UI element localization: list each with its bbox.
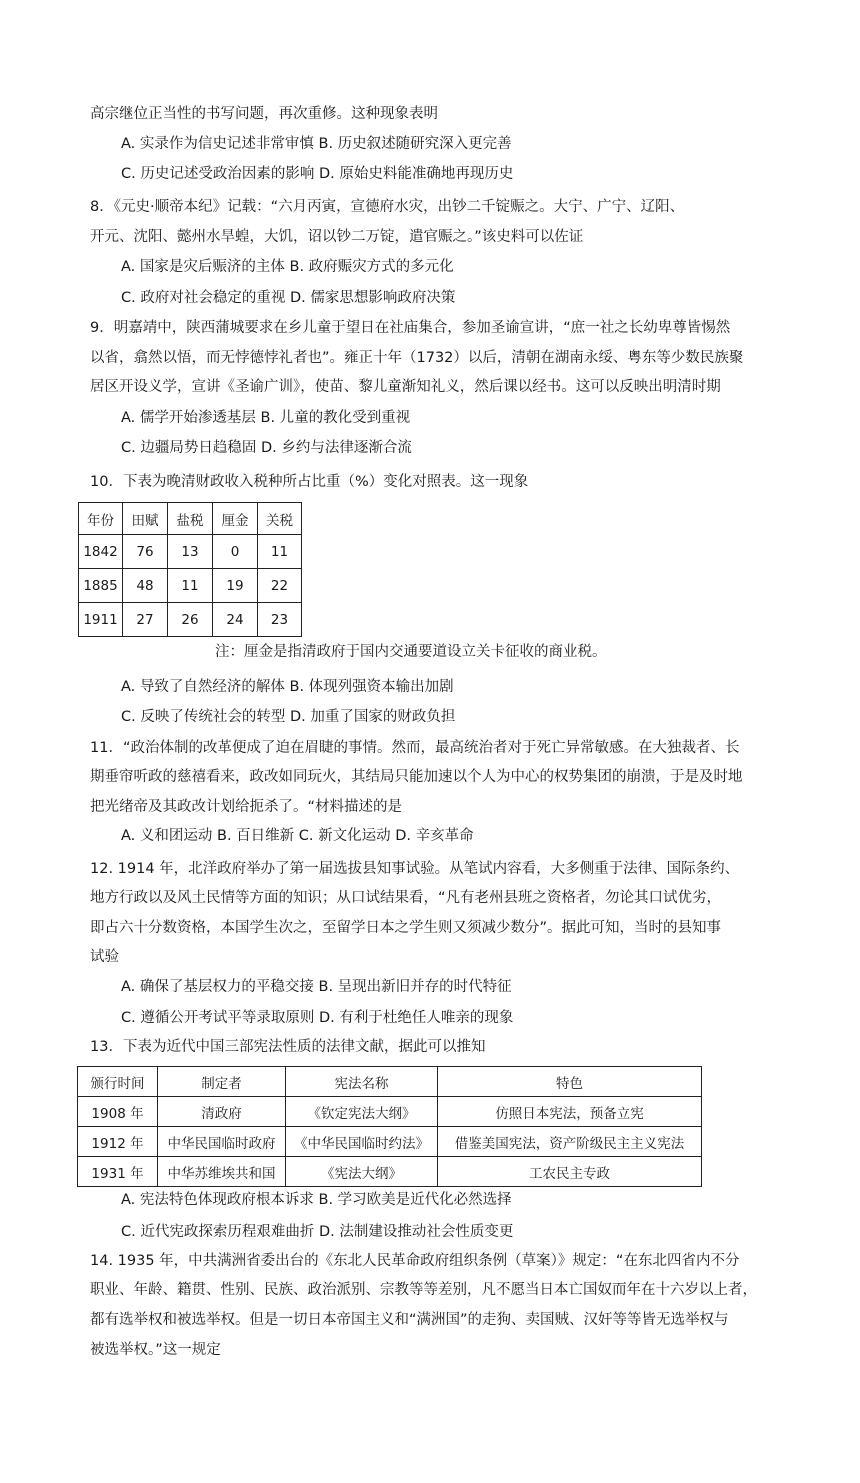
q7-stem-continuation: 高宗继位正当性的书写问题，再次重修。这种现象表明 bbox=[90, 106, 438, 122]
table-cell: 《钦定宪法大纲》 bbox=[286, 1097, 438, 1127]
q13-stem: 13．下表为近代中国三部宪法性质的法律文献，据此可以推知 bbox=[90, 1039, 486, 1055]
table-cell: 1912 年 bbox=[78, 1127, 158, 1157]
q12-options-ab: A. 确保了基层权力的平稳交接 B. 呈现出新旧并存的时代特征 bbox=[121, 979, 512, 995]
table-cell: 1931 年 bbox=[78, 1157, 158, 1187]
table-cell: 24 bbox=[213, 603, 258, 637]
q14-stem-line3: 都有选举权和被选举权。但是一切日本帝国主义和“满洲国”的走狗、卖国贼、汉奸等等皆无选举权与 bbox=[90, 1312, 729, 1328]
q13-options-cd: C. 近代宪政探索历程艰难曲折 D. 法制建设推动社会性质变更 bbox=[121, 1224, 514, 1240]
q14-stem-line2: 职业、年龄、籍贯、性别、民族、政治派别、宗教等等差别，凡不愿当日本亡国奴而年在十六岁以上者， bbox=[90, 1282, 757, 1298]
q12-stem-line2: 地方行政以及风土民情等方面的知识；从口试结果看，“凡有老州县班之资格者，勿论其口试优劣， bbox=[90, 890, 722, 906]
table-cell: 仿照日本宪法，预备立宪 bbox=[438, 1097, 702, 1127]
q14-stem-line4: 被选举权。”这一规定 bbox=[90, 1342, 221, 1358]
q9-stem-line2: 以省，翕然以悟，而无悖德悖礼者也”。雍正十年（1732）以后，清朝在湖南永绥、粤东等少数民族聚 bbox=[90, 350, 744, 366]
table-header-cell: 年份 bbox=[79, 503, 123, 535]
q8-options-cd: C. 政府对社会稳定的重视 D. 儒家思想影响政府决策 bbox=[121, 290, 456, 306]
q13-constitution-table bbox=[77, 1066, 702, 1187]
table-cell: 26 bbox=[168, 603, 213, 637]
table-cell: 中华苏维埃共和国 bbox=[158, 1157, 286, 1187]
q12-stem-line4: 试验 bbox=[90, 949, 119, 965]
q9-stem-line1: 9．明嘉靖中，陕西蒲城要求在乡儿童于望日在社庙集合，参加圣谕宣讲，“庶一社之长幼卑尊皆惕然 bbox=[90, 320, 731, 336]
table-cell: 0 bbox=[213, 535, 258, 569]
q7-options-cd: C. 历史记述受政治因素的影响 D. 原始史料能准确地再现历史 bbox=[121, 166, 514, 182]
table-row bbox=[78, 1157, 702, 1187]
q9-options-cd: C. 边疆局势日趋稳固 D. 乡约与法律逐渐合流 bbox=[121, 440, 412, 456]
table-row bbox=[78, 1097, 702, 1127]
table-cell: 借鉴美国宪法，资产阶级民主主义宪法 bbox=[438, 1127, 702, 1157]
q11-options: A. 义和团运动 B. 百日维新 C. 新文化运动 D. 辛亥革命 bbox=[121, 828, 474, 844]
q13-options-ab: A. 宪法特色体现政府根本诉求 B. 学习欧美是近代化必然选择 bbox=[121, 1192, 512, 1208]
q10-table-note: 注：厘金是指清政府于国内交通要道设立关卡征收的商业税。 bbox=[215, 644, 607, 660]
table-cell: 11 bbox=[168, 569, 213, 603]
table-cell: 1885 bbox=[79, 569, 123, 603]
table-header-cell: 盐税 bbox=[168, 503, 213, 535]
table-cell: 19 bbox=[213, 569, 258, 603]
table-header-cell: 宪法名称 bbox=[286, 1067, 438, 1097]
q12-options-cd: C. 遵循公开考试平等录取原则 D. 有利于杜绝任人唯亲的现象 bbox=[121, 1010, 514, 1026]
table-header-cell: 田赋 bbox=[123, 503, 168, 535]
table-cell: 13 bbox=[168, 535, 213, 569]
table-cell: 1911 bbox=[79, 603, 123, 637]
q8-options-ab: A. 国家是灾后赈济的主体 B. 政府赈灾方式的多元化 bbox=[121, 259, 454, 275]
table-cell: 23 bbox=[258, 603, 302, 637]
table-row bbox=[79, 535, 302, 569]
table-header-cell: 厘金 bbox=[213, 503, 258, 535]
q11-stem-line2: 期垂帘听政的慈禧看来，政改如同玩火，其结局只能加速以个人为中心的权势集团的崩溃，于是及时地 bbox=[90, 769, 743, 785]
table-row bbox=[78, 1127, 702, 1157]
table-cell: 《中华民国临时约法》 bbox=[286, 1127, 438, 1157]
q8-stem-line1: 8．《元史·顺帝本纪》记载：“六月丙寅，宣德府水灾，出钞二千锭赈之。大宁、广宁、辽阳、 bbox=[90, 199, 685, 215]
q9-stem-line3: 居区开设义学，宣讲《圣谕广训》，使苗、黎儿童渐知礼义，然后课以经书。这可以反映出明清时期 bbox=[90, 379, 721, 395]
table-header-cell: 制定者 bbox=[158, 1067, 286, 1097]
table-header-cell: 特色 bbox=[438, 1067, 702, 1097]
q9-options-ab: A. 儒学开始渗透基层 B. 儿童的教化受到重视 bbox=[121, 410, 411, 426]
q10-stem: 10．下表为晚清财政收入税种所占比重（%）变化对照表。这一现象 bbox=[90, 474, 529, 490]
table-cell: 11 bbox=[258, 535, 302, 569]
table-cell: 清政府 bbox=[158, 1097, 286, 1127]
q8-stem-line2: 开元、沈阳、懿州水旱蝗，大饥，诏以钞二万锭，遣官赈之。”该史料可以佐证 bbox=[90, 229, 584, 245]
table-header-row bbox=[78, 1067, 702, 1097]
table-header-cell: 关税 bbox=[258, 503, 302, 535]
table-header-row bbox=[79, 503, 302, 535]
table-cell: 《宪法大纲》 bbox=[286, 1157, 438, 1187]
q14-stem-line1: 14. 1935 年，中共满洲省委出台的《东北人民革命政府组织条例（草案）》规定：“在东北四省内不分 bbox=[90, 1253, 740, 1269]
q11-stem-line3: 把光绪帝及其政改计划给扼杀了。“材料描述的是 bbox=[90, 799, 403, 815]
q11-stem-line1: 11．“政治体制的改革便成了迫在眉睫的事情。然而，最高统治者对于死亡异常敏感。在大独裁者、长 bbox=[90, 740, 740, 756]
table-cell: 27 bbox=[123, 603, 168, 637]
q10-options-ab: A. 导致了自然经济的解体 B. 体现列强资本输出加剧 bbox=[121, 679, 454, 695]
table-header-cell: 颁行时间 bbox=[78, 1067, 158, 1097]
table-cell: 48 bbox=[123, 569, 168, 603]
table-cell: 1908 年 bbox=[78, 1097, 158, 1127]
table-row bbox=[79, 603, 302, 637]
table-cell: 1842 bbox=[79, 535, 123, 569]
table-cell: 22 bbox=[258, 569, 302, 603]
q7-options-ab: A. 实录作为信史记述非常审慎 B. 历史叙述随研究深入更完善 bbox=[121, 136, 512, 152]
table-cell: 中华民国临时政府 bbox=[158, 1127, 286, 1157]
q10-options-cd: C. 反映了传统社会的转型 D. 加重了国家的财政负担 bbox=[121, 709, 456, 725]
q12-stem-line3: 即占六十分数资格，本国学生次之，至留学日本之学生则又须减少数分”。据此可知，当时的县知事 bbox=[90, 920, 722, 936]
q12-stem-line1: 12. 1914 年，北洋政府举办了第一届选拔县知事试验。从笔试内容看，大多侧重于法律、国际条约、 bbox=[90, 861, 740, 877]
q10-tax-table bbox=[78, 502, 302, 637]
table-cell: 76 bbox=[123, 535, 168, 569]
table-row bbox=[79, 569, 302, 603]
table-cell: 工农民主专政 bbox=[438, 1157, 702, 1187]
